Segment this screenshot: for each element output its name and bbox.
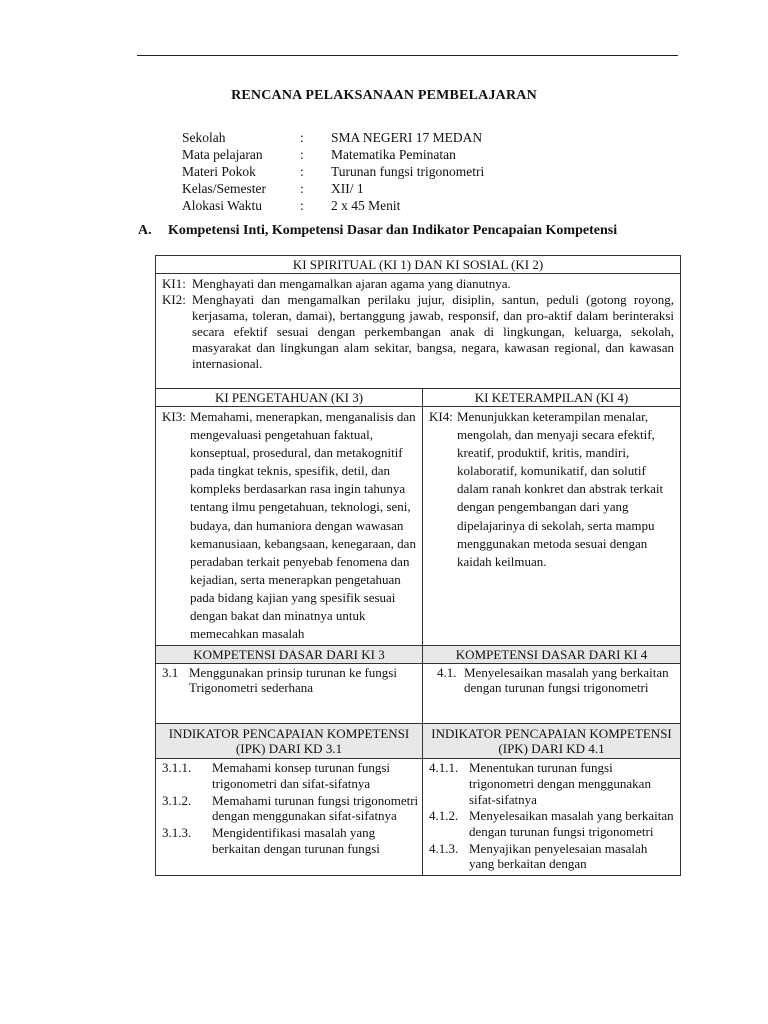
ki3-header: KI PENGETAHUAN (KI 3) bbox=[156, 389, 423, 407]
info-value: XII/ 1 bbox=[331, 181, 364, 196]
info-label: Sekolah bbox=[182, 130, 226, 145]
info-separator: : bbox=[300, 130, 304, 145]
section-heading-text: Kompetensi Inti, Kompetensi Dasar dan Indikator Pencapaian Kompetensi bbox=[168, 223, 618, 238]
info-value: 2 x 45 Menit bbox=[331, 198, 401, 213]
ki1-text: Menghayati dan mengamalkan ajaran agama yang dianutnya. bbox=[192, 276, 511, 291]
info-separator: : bbox=[300, 181, 304, 196]
ki4-header: KI KETERAMPILAN (KI 4) bbox=[423, 389, 681, 407]
ipk3-item bbox=[162, 825, 419, 856]
info-label: Mata pelajaran bbox=[182, 147, 263, 162]
ipk4-item bbox=[429, 760, 675, 807]
ki4-text: Menunjukkan keterampilan menalar, mengolah, dan menyaji secara efektif, kreatif, produktif, kritis, mandiri, kolaboratif, komunikatif, dan solutif dalam ranah konkret dan abstrak terkait dengan pengembangan dari yang dipelajarinya di sekolah, serta mampu menggunakan metoda sesuai dengan kaidah keilmuan. bbox=[457, 409, 664, 569]
info-label: Materi Pokok bbox=[182, 164, 256, 179]
ki1-item bbox=[162, 276, 674, 292]
ipk3-text: Mengidentifikasi masalah yang berkaitan dengan turunan fungsi bbox=[212, 825, 380, 856]
ki4-code: KI4: bbox=[429, 409, 453, 424]
ipk3-item bbox=[162, 793, 419, 824]
ipk3-text: Memahami konsep turunan fungsi trigonometri dan sifat-sifatnya bbox=[212, 760, 390, 791]
ipk4-code: 4.1.1. bbox=[429, 760, 459, 776]
ki-spiritual-header: KI SPIRITUAL (KI 1) DAN KI SOSIAL (KI 2) bbox=[156, 256, 681, 274]
section-heading bbox=[138, 223, 617, 239]
ipk4-header: INDIKATOR PENCAPAIAN KOMPETENSI (IPK) DARI KD 4.1 bbox=[423, 724, 681, 759]
table-row bbox=[156, 759, 681, 876]
kd3-cell bbox=[156, 664, 423, 724]
info-value: Matematika Peminatan bbox=[331, 147, 456, 162]
document-title: RENCANA PELAKSANAAN PEMBELAJARAN bbox=[231, 88, 537, 103]
info-separator: : bbox=[300, 164, 304, 179]
ki3-text: Memahami, menerapkan, menganalisis dan mengevaluasi pengetahuan faktual, konseptual, prosedural, dan metakognitif pada tingkat teknis, spesifik, detil, dan kompleks berdasarkan rasa ingin tahunya tentang ilmu pengetahuan, teknologi, seni, budaya, dan humaniora dengan wawasan kemanusiaan, kebangsaan, kenegaraan, dan peradaban terkait penyebab fenomena dan kejadian, serta menerapkan pengetahuan pada bidang kajian yang spesifik sesuai dengan bakat dan minatnya untuk memecahkan masalah bbox=[190, 409, 416, 642]
ipk3-code: 3.1.1. bbox=[162, 760, 192, 776]
ki-spiritual-cell bbox=[156, 274, 681, 389]
table-row bbox=[156, 256, 681, 274]
kd4-cell bbox=[423, 664, 681, 724]
info-separator: : bbox=[300, 147, 304, 162]
table-row bbox=[156, 407, 681, 646]
ipk4-text: Menyelesaikan masalah yang berkaitan dengan turunan fungsi trigonometri bbox=[469, 808, 674, 840]
ipk4-item bbox=[429, 841, 675, 872]
ipk4-code: 4.1.3. bbox=[429, 840, 459, 856]
ipk3-code: 3.1.2. bbox=[162, 792, 192, 808]
kd3-header: KOMPETENSI DASAR DARI KI 3 bbox=[156, 646, 423, 664]
ki4-cell bbox=[423, 407, 681, 646]
ki3-cell bbox=[156, 407, 423, 646]
ipk3-header: INDIKATOR PENCAPAIAN KOMPETENSI (IPK) DARI KD 3.1 bbox=[156, 724, 423, 759]
ipk4-text: Menentukan turunan fungsi trigonometri dengan menggunakan sifat-sifatnya bbox=[469, 760, 651, 807]
info-label: Kelas/Semester bbox=[182, 181, 266, 196]
info-value: SMA NEGERI 17 MEDAN bbox=[331, 130, 483, 145]
ki3-item bbox=[162, 408, 419, 643]
ipk4-text: Menyajikan penyelesaian masalah yang berkaitan dengan bbox=[469, 840, 648, 872]
kd4-header: KOMPETENSI DASAR DARI KI 4 bbox=[423, 646, 681, 664]
table-row bbox=[156, 389, 681, 407]
ipk4-code: 4.1.2. bbox=[429, 808, 459, 824]
info-separator: : bbox=[300, 198, 304, 213]
ki3-code: KI3: bbox=[162, 409, 186, 424]
ki2-text: Menghayati dan mengamalkan perilaku jujur, disiplin, santun, peduli (gotong royong, kerjasama, toleran, damai), bertanggung jawab, responsif, dan pro-aktif dalam berinteraksi secara efektif sesuai dengan perkembangan anak di lingkungan, keluarga, sekolah, masyarakat dan lingkungan alam sekitar, bangsa, negara, kawasan regional, dan kawasan internasional. bbox=[192, 292, 674, 371]
ipk4-item bbox=[429, 808, 675, 839]
kd3-code: 3.1 bbox=[162, 665, 179, 681]
ki2-item bbox=[162, 292, 674, 372]
ki2-code: KI2: bbox=[162, 292, 186, 307]
ki4-item bbox=[429, 408, 675, 571]
ipk3-text: Memahami turunan fungsi trigonometri dengan menggunakan sifat-sifatnya bbox=[212, 792, 419, 824]
top-rule bbox=[137, 55, 678, 56]
ki1-code: KI1: bbox=[162, 276, 186, 291]
info-label: Alokasi Waktu bbox=[182, 198, 263, 213]
kd4-code: 4.1. bbox=[437, 665, 457, 681]
section-letter: A. bbox=[138, 223, 152, 238]
table-row bbox=[156, 664, 681, 724]
ipk3-item bbox=[162, 760, 419, 791]
table-row bbox=[156, 724, 681, 759]
table-row bbox=[156, 274, 681, 389]
competency-table bbox=[155, 255, 681, 876]
kd4-text: Menyelesaikan masalah yang berkaitan dengan turunan fungsi trigonometri bbox=[464, 665, 669, 696]
kd3-item bbox=[162, 665, 417, 695]
ipk3-code: 3.1.3. bbox=[162, 825, 192, 841]
ipk3-cell bbox=[156, 759, 423, 876]
ipk4-cell bbox=[423, 759, 681, 876]
kd4-item bbox=[437, 665, 675, 695]
table-row bbox=[156, 646, 681, 664]
kd3-text: Menggunakan prinsip turunan ke fungsi Trigonometri sederhana bbox=[189, 665, 397, 696]
info-value: Turunan fungsi trigonometri bbox=[331, 164, 485, 179]
